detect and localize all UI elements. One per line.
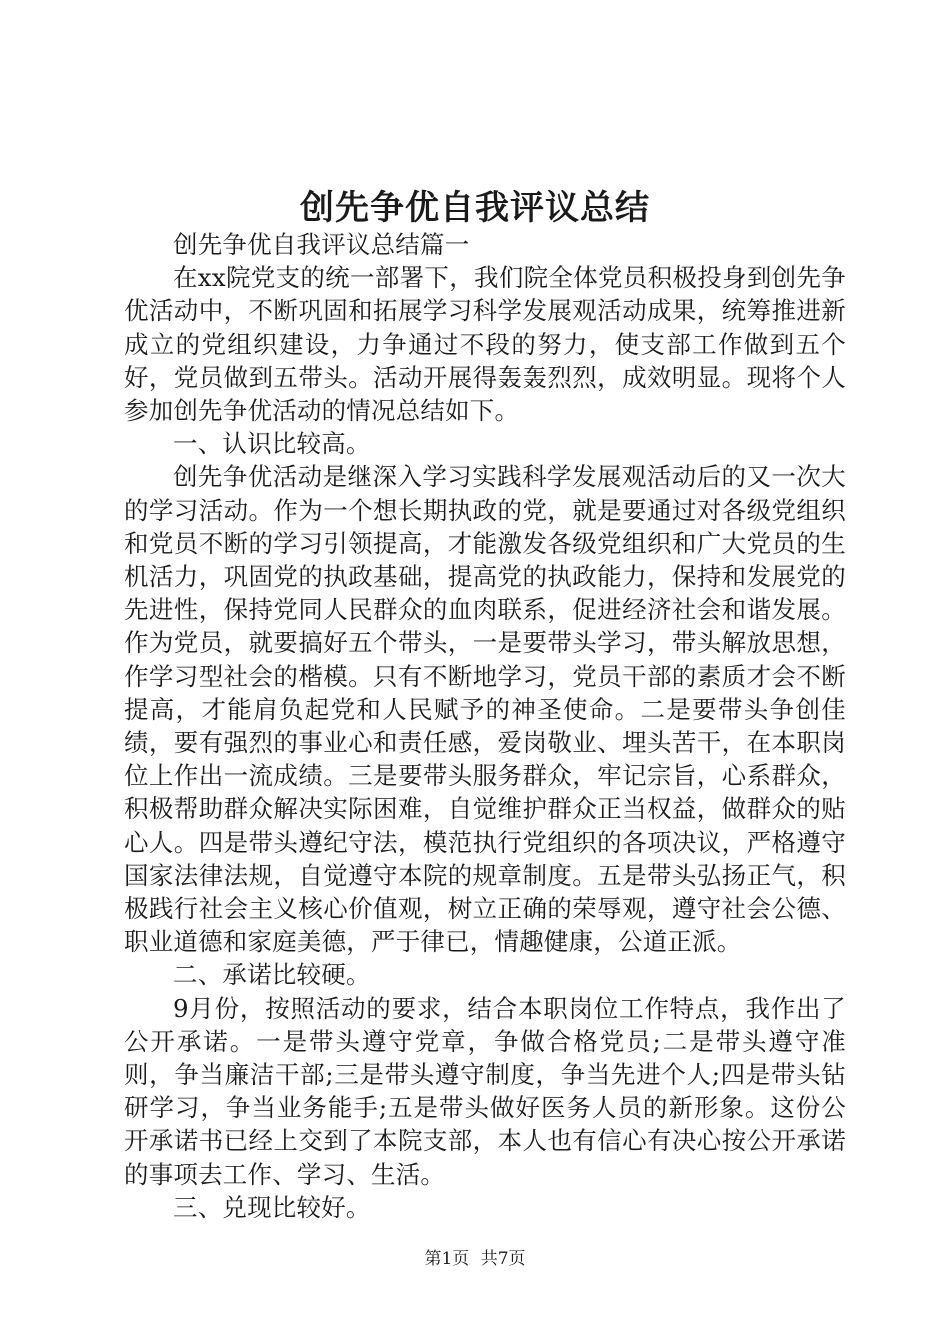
paragraph-heading: 创先争优自我评议总结篇一 [173, 230, 470, 259]
paragraph-section-2: 9月份，按照活动的要求，结合本职岗位工作特点，我作出了公开承诺。一是带头遵守党章，争做合格党员;二是带头遵守准则，争当廉洁干部;三是带头遵守制度，争当先进个人;四是带头钻研学习，争当业务能手;五是带头做好医务人员的新形象。这份公开承诺书已经上交到了本院支部，本人也有信心有决心按公开承诺的事项去工作、学习、生活。 [124, 993, 846, 1189]
page-footer [0, 1248, 950, 1270]
paragraph-section-1: 创先争优活动是继深入学习实践科学发展观活动后的又一次大的学习活动。作为一个想长期执政的党，就是要通过对各级党组织和党员不断的学习引领提高，才能激发各级党组织和广大党员的生机活力，巩固党的执政基础，提高党的执政能力，保持和发展党的先进性，保持党同人民群众的血肉联系，促进经济社会和谐发展。作为党员，就要搞好五个带头，一是要带头学习，带头解放思想，作学习型社会的楷模。只有不断地学习，党员干部的素质才会不断提高，才能肩负起党和人民赋予的神圣使命。二是要带头争创佳绩，要有强烈的事业心和责任感，爱岗敬业、埋头苦干，在本职岗位上作出一流成绩。三是要带头服务群众，牢记宗旨，心系群众，积极帮助群众解决实际困难，自觉维护群众正当权益，做群众的贴心人。四是带头遵纪守法，模范执行党组织的各项决议，严格遵守国家法律法规，自觉遵守本院的规章制度。五是带头弘扬正气，积极践行社会主义核心价值观，树立正确的荣辱观，遵守社会公德、职业道德和家庭美德，严于律已，情趣健康，公道正派。 [124, 462, 846, 957]
document-body [124, 228, 846, 1224]
document-title: 创先争优自我评议总结 [300, 188, 650, 228]
section-heading-1: 一、认识比较高。 [173, 429, 371, 459]
page-number: 第1页 [424, 1249, 470, 1269]
page-total: 共7页 [480, 1249, 526, 1269]
paragraph-intro: 在xx院党支的统一部署下，我们院全体党员积极投身到创先争优活动中，不断巩固和拓展学习科学发展观活动成果，统筹推进新成立的党组织建设，力争通过不段的努力，使支部工作做到五个好，党员做到五带头。活动开展得轰轰烈烈，成效明显。现将个人参加创先争优活动的情况总结如下。 [124, 263, 846, 426]
section-heading-3: 三、兑现比较好。 [173, 1192, 371, 1222]
section-heading-2: 二、承诺比较硬。 [173, 960, 371, 990]
